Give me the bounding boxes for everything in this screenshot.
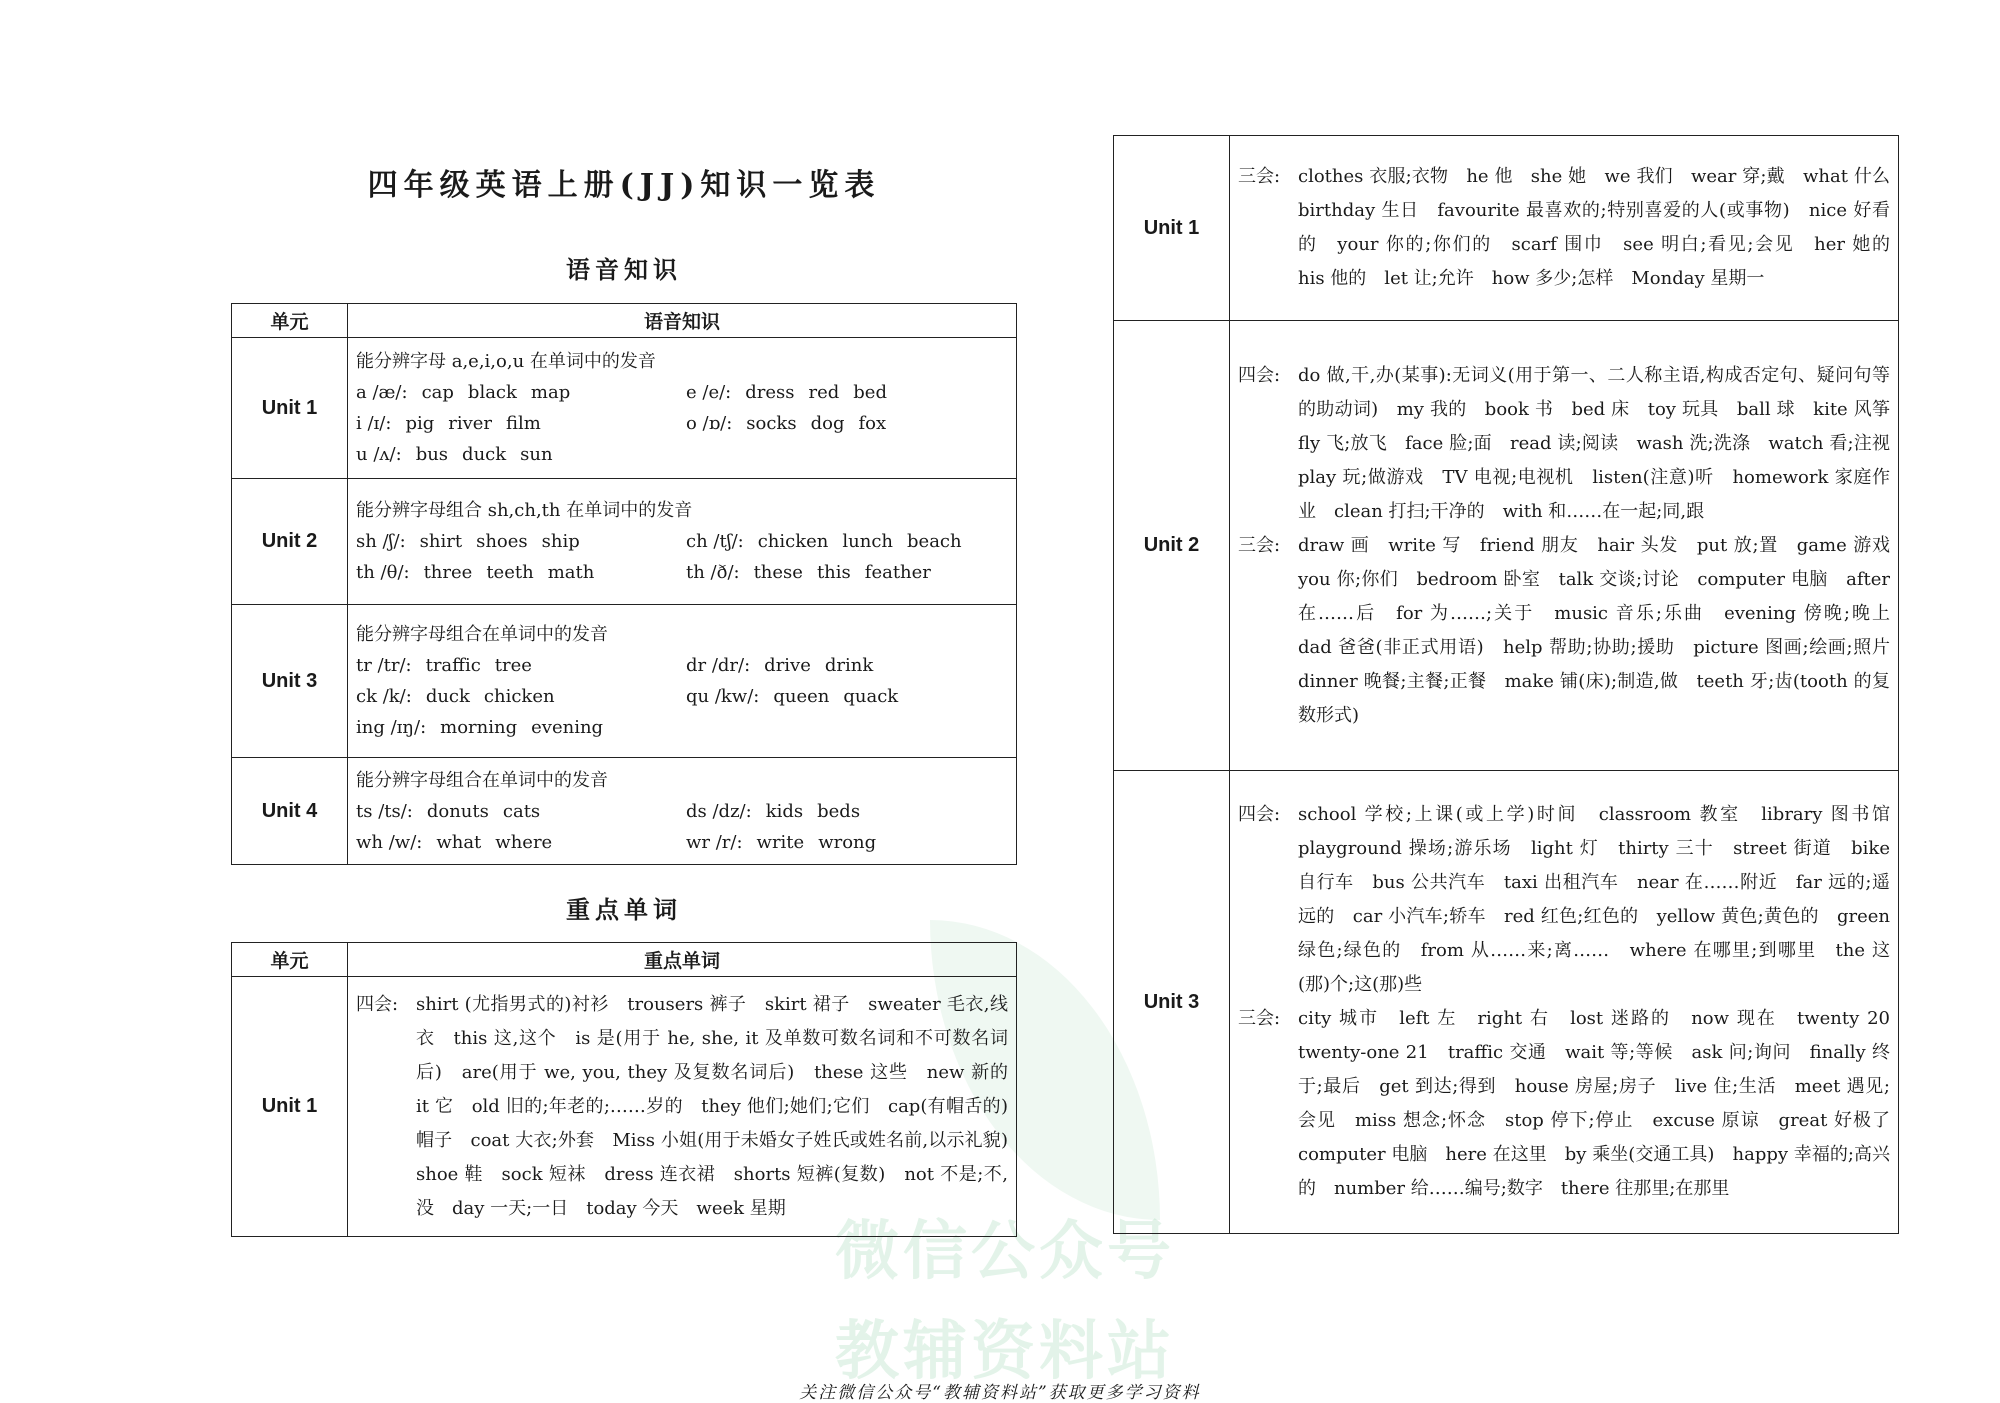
example-word: three bbox=[423, 562, 473, 583]
example-word: cap bbox=[421, 382, 454, 403]
phonics-pattern: th /ð/: bbox=[686, 562, 740, 583]
phonics-pattern: wh /w/: bbox=[356, 831, 423, 853]
vocab-level-label: 三会: bbox=[1238, 166, 1281, 187]
phonics-pattern: ing /ɪŋ/: bbox=[356, 717, 427, 738]
example-word: duck bbox=[462, 444, 507, 465]
unit-label: Unit 1 bbox=[232, 977, 348, 1237]
phonics-entry bbox=[356, 557, 686, 588]
phonics-line bbox=[356, 712, 1008, 743]
vocab-words: clothes 衣服;衣物 he 他 she 她 we 我们 wear 穿;戴 what 什么 birthday 生日 favourite 最喜欢的;特别喜爱的人(或事物) nice 好看的 your 你的;你们的 scarf 围巾 see 明白;看见;会见 her 她的 his 他的 let 让;允许 how 多少;怎样 Monday 星期一 bbox=[1298, 166, 1908, 289]
vocab-group bbox=[1238, 1002, 1908, 1206]
example-word: kids bbox=[765, 800, 804, 822]
phonics-pattern: wr /r/: bbox=[686, 831, 743, 853]
example-word: socks bbox=[746, 413, 797, 434]
example-word: map bbox=[530, 382, 571, 403]
vocab-content bbox=[1230, 771, 1908, 1234]
unit-label: Unit 3 bbox=[232, 605, 348, 758]
example-word: teeth bbox=[486, 562, 534, 583]
col-unit: 单元 bbox=[232, 943, 348, 977]
phonics-heading: 语音知识 bbox=[566, 255, 682, 284]
phonics-entry bbox=[356, 796, 686, 827]
phonics-line bbox=[356, 377, 1008, 408]
vocab-table-left bbox=[231, 942, 1026, 1237]
phonics-entry bbox=[356, 526, 686, 557]
phonics-entry bbox=[686, 408, 886, 439]
example-word: bed bbox=[853, 382, 887, 403]
example-word: morning bbox=[440, 717, 518, 738]
phonics-line bbox=[356, 681, 1008, 712]
example-word: wrong bbox=[818, 831, 877, 853]
col-content: 语音知识 bbox=[348, 304, 1017, 338]
example-word: math bbox=[547, 562, 595, 583]
example-word: red bbox=[808, 382, 840, 403]
phonics-entry bbox=[356, 827, 686, 858]
phonics-pattern: ch /tʃ/: bbox=[686, 531, 744, 552]
phonics-content bbox=[348, 605, 1017, 758]
vocab-words: city 城市 left 左 right 右 lost 迷路的 now 现在 twenty 20 twenty-one 21 traffic 交通 wait 等;等候 ask 问;询问 finally 终于;最后 get 到达;得到 house 房屋;房子 live 住;生活 meet 遇见;会见 miss 想念;怀念 stop 停下;停止 excuse 原谅 great 好极了 computer 电脑 here 在这里 by 乘坐(交通工具) happy 幸福的;高兴的 number 给……编号;数字 there 往那里;在那里 bbox=[1298, 1008, 1908, 1199]
phonics-intro: 能分辨字母 a,e,i,o,u 在单词中的发音 bbox=[356, 351, 656, 372]
vocab-content bbox=[1230, 136, 1908, 321]
phonics-pattern: dr /dr/: bbox=[686, 655, 751, 676]
phonics-entry bbox=[686, 681, 898, 712]
phonics-entry bbox=[686, 827, 876, 858]
example-word: film bbox=[506, 413, 541, 434]
phonics-intro: 能分辨字母组合 sh,ch,th 在单词中的发音 bbox=[356, 500, 693, 521]
vocab-group bbox=[1238, 798, 1908, 1002]
table-header bbox=[232, 943, 1017, 977]
phonics-pattern: e /e/: bbox=[686, 382, 732, 403]
example-word: this bbox=[816, 562, 851, 583]
unit-label: Unit 3 bbox=[1114, 771, 1230, 1234]
table-row bbox=[1114, 321, 1899, 771]
phonics-entry bbox=[356, 408, 686, 439]
example-word: tree bbox=[494, 655, 532, 676]
table-row bbox=[232, 479, 1017, 605]
footer-note: 关注微信公众号“教辅资料站”获取更多学习资料 bbox=[799, 1383, 1201, 1403]
example-word: pig bbox=[405, 413, 435, 434]
example-word: dress bbox=[745, 382, 795, 403]
unit-label: Unit 4 bbox=[232, 758, 348, 865]
phonics-content bbox=[348, 758, 1017, 865]
example-word: duck bbox=[425, 686, 470, 707]
vocab-table-right bbox=[1113, 135, 1908, 1234]
example-word: drive bbox=[764, 655, 811, 676]
unit-label: Unit 1 bbox=[1114, 136, 1230, 321]
phonics-line bbox=[356, 557, 1008, 588]
vocab-group bbox=[1238, 359, 1908, 529]
example-word: beach bbox=[907, 531, 962, 552]
phonics-pattern: o /ɒ/: bbox=[686, 413, 733, 434]
example-word: shoes bbox=[476, 531, 528, 552]
phonics-line bbox=[356, 526, 1008, 557]
phonics-line bbox=[356, 408, 1008, 439]
phonics-pattern: ck /k/: bbox=[356, 686, 412, 707]
phonics-entry bbox=[686, 557, 931, 588]
example-word: bus bbox=[415, 444, 449, 465]
phonics-pattern: qu /kw/: bbox=[686, 686, 760, 707]
watermark-text: 微信公众号 bbox=[835, 1215, 1175, 1289]
col-content: 重点单词 bbox=[348, 943, 1017, 977]
col-unit: 单元 bbox=[232, 304, 348, 338]
example-word: feather bbox=[864, 562, 931, 583]
example-word: chicken bbox=[757, 531, 829, 552]
vocab-words: do 做,干,办(某事):无词义(用于第一、二人称主语,构成否定句、疑问句等的助动词) my 我的 book 书 bed 床 toy 玩具 ball 球 kite 风筝 fly 飞;放飞 face 脸;面 read 读;阅读 wash 洗;洗涤 watch 看;注视 play 玩;做游戏 TV 电视;电视机 listen(注意)听 homework 家庭作业 clean 打扫;干净的 with 和……在一起;同,跟 bbox=[1298, 364, 1908, 522]
table-row bbox=[232, 977, 1017, 1237]
example-word: queen bbox=[773, 686, 830, 707]
phonics-pattern: ts /ts/: bbox=[356, 800, 413, 822]
example-word: black bbox=[467, 382, 517, 403]
example-word: what bbox=[436, 831, 482, 853]
phonics-line bbox=[356, 796, 1008, 827]
phonics-content bbox=[348, 338, 1017, 479]
vocab-group bbox=[1238, 160, 1908, 296]
phonics-pattern: th /θ/: bbox=[356, 562, 410, 583]
unit-label: Unit 2 bbox=[1114, 321, 1230, 771]
table-row bbox=[232, 758, 1017, 865]
example-word: quack bbox=[843, 686, 899, 707]
phonics-pattern: sh /ʃ/: bbox=[356, 531, 406, 552]
example-word: beds bbox=[817, 800, 861, 822]
example-word: river bbox=[448, 413, 493, 434]
vocab-level-label: 三会: bbox=[1238, 534, 1281, 556]
table-row bbox=[232, 338, 1017, 479]
phonics-intro: 能分辨字母组合在单词中的发音 bbox=[356, 624, 608, 645]
vocab-words: draw 画 write 写 friend 朋友 hair 头发 put 放;置 game 游戏 you 你;你们 bedroom 卧室 talk 交谈;讨论 computer 电脑 after 在……后 for 为……;关于 music 音乐;乐曲 evening 傍晚;晚上 dad 爸爸(非正式用语) help 帮助;协助;援助 picture 图画;绘画;照片 dinner 晚餐;主餐;正餐 make 铺(床);制造,做 teeth 牙;齿(tooth 的复数形式) bbox=[1298, 534, 1908, 726]
unit-label: Unit 2 bbox=[232, 479, 348, 605]
phonics-pattern: u /ʌ/: bbox=[356, 444, 402, 465]
phonics-entry bbox=[686, 650, 873, 681]
example-word: these bbox=[753, 562, 803, 583]
phonics-entry bbox=[356, 712, 686, 743]
vocab-words: school 学校;上课(或上学)时间 classroom 教室 library 图书馆 playground 操场;游乐场 light 灯 thirty 三十 street 街道 bike 自行车 bus 公共汽车 taxi 出租汽车 near 在……附近 far 远的;遥远的 car 小汽车;轿车 red 红色;红色的 yellow 黄色;黄色的 green 绿色;绿色的 from 从……来;离…… where 在哪里;到哪里 the 这(那)个;这(那)些 bbox=[1298, 804, 1908, 995]
phonics-entry bbox=[686, 377, 887, 408]
table-row bbox=[1114, 771, 1899, 1234]
phonics-pattern: ds /dz/: bbox=[686, 800, 752, 822]
phonics-entry bbox=[356, 439, 686, 470]
example-word: cats bbox=[502, 800, 541, 822]
vocab-group bbox=[1238, 529, 1908, 733]
example-word: dog bbox=[810, 413, 845, 434]
vocab-content bbox=[1230, 321, 1908, 771]
vocab-level-label: 四会: bbox=[1238, 364, 1281, 386]
phonics-entry bbox=[356, 681, 686, 712]
vocab-level-label: 四会: bbox=[1238, 804, 1281, 825]
vocab-level-label: 四会: bbox=[356, 993, 399, 1015]
phonics-entry bbox=[686, 796, 860, 827]
example-word: evening bbox=[531, 717, 604, 738]
table-row bbox=[1114, 136, 1899, 321]
example-word: drink bbox=[824, 655, 874, 676]
vocab-heading: 重点单词 bbox=[566, 895, 682, 924]
example-word: chicken bbox=[483, 686, 555, 707]
example-word: sun bbox=[520, 444, 553, 465]
example-word: donuts bbox=[426, 800, 489, 822]
vocab-level-label: 三会: bbox=[1238, 1008, 1281, 1029]
page-title: 四年级英语上册(JJ)知识一览表 bbox=[367, 168, 881, 203]
example-word: traffic bbox=[425, 655, 481, 676]
phonics-content bbox=[348, 479, 1017, 605]
watermark-text: 教辅资料站 bbox=[835, 1315, 1175, 1389]
example-word: shirt bbox=[419, 531, 463, 552]
phonics-line bbox=[356, 650, 1008, 681]
example-word: fox bbox=[858, 413, 887, 434]
phonics-pattern: i /ɪ/: bbox=[356, 413, 392, 434]
example-word: where bbox=[495, 831, 553, 853]
phonics-pattern: tr /tr/: bbox=[356, 655, 412, 676]
table-header bbox=[232, 304, 1017, 338]
vocab-group bbox=[356, 988, 1026, 1226]
phonics-line bbox=[356, 439, 1008, 470]
phonics-entry bbox=[686, 526, 962, 557]
vocab-words: shirt (尤指男式的)衬衫 trousers 裤子 skirt 裙子 sweater 毛衣,线衣 this 这,这个 is 是(用于 he, she, it 及单数可数名词和不可数名词后) are(用于 we, you, they 及复数名词后) these 这些 new 新的 it 它 old 旧的;年老的;……岁的 they 他们;她们;它们 cap(有帽舌的)帽子 coat 大衣;外套 Miss 小姐(用于未婚女子姓氏或姓名前,以示礼貌) shoe 鞋 sock 短袜 dress 连衣裙 shorts 短裤(复数) not 不是;不,没 day 一天;一日 today 今天 week 星期 bbox=[416, 993, 1026, 1219]
example-word: ship bbox=[541, 531, 580, 552]
example-word: lunch bbox=[842, 531, 894, 552]
phonics-table bbox=[231, 303, 1017, 865]
phonics-entry bbox=[356, 650, 686, 681]
phonics-line bbox=[356, 827, 1008, 858]
example-word: write bbox=[756, 831, 805, 853]
vocab-content bbox=[348, 977, 1026, 1237]
unit-label: Unit 1 bbox=[232, 338, 348, 479]
phonics-entry bbox=[356, 377, 686, 408]
table-row bbox=[232, 605, 1017, 758]
phonics-pattern: a /æ/: bbox=[356, 382, 408, 403]
phonics-intro: 能分辨字母组合在单词中的发音 bbox=[356, 769, 608, 791]
